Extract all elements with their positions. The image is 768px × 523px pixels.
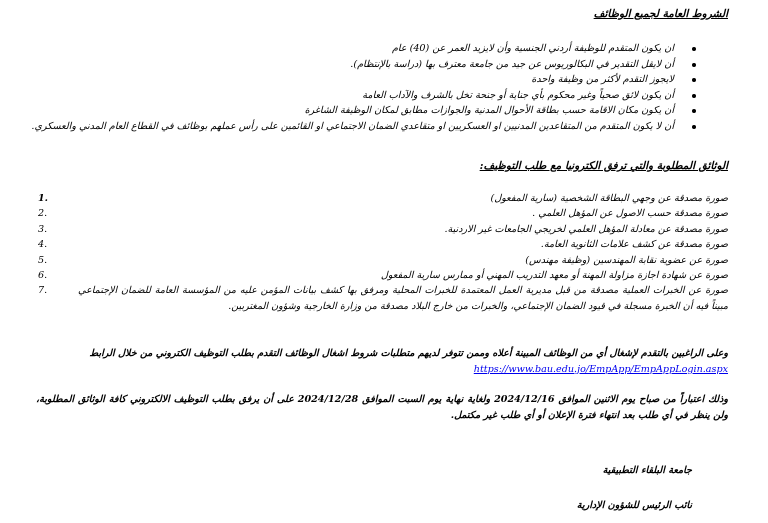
list-item: أن يكون لائق صحياً وغير محكوم بأي جناية أو جنحة تخل بالشرف والآداب العامة (56, 88, 696, 104)
general-conditions-list (31, 41, 696, 135)
list-item (38, 253, 728, 268)
item-text: صورة عن شهادة اجازة مزاولة المهنة أو معهد التدريب المهني أو ممارس سارية المفعول (380, 270, 728, 282)
list-item (38, 283, 728, 314)
item-text: صورة مصدقة عن كشف علامات الثانوية العامة. (540, 239, 728, 251)
item-number: 3. (38, 223, 48, 235)
list-item: ان يكون المتقدم للوظيفة أردني الجنسية وأن لايزيد العمر عن (40) عام (56, 41, 696, 57)
item-number: 1. (38, 193, 49, 204)
application-link[interactable]: https://www.bau.edu.jo/EmpApp/EmpAppLogin.aspx (473, 363, 728, 375)
list-item (38, 237, 728, 252)
general-conditions-title: الشروط العامة لجميع الوظائف (593, 8, 728, 20)
list-item: أن لا يكون المتقدم من المتقاعدين المدنيين او العسكريين او متقاعدي الضمان الاجتماعي او القائمين على رأس عملهم بوظائف في القطاع العام المدني والعسكري. (56, 119, 696, 135)
signature-organization: جامعة البلقاء التطبيقية (602, 465, 692, 476)
item-number: 7. (38, 285, 48, 297)
list-item: أن يكون مكان الاقامة حسب بطاقة الأحوال المدنية والجوازات مطابق لمكان الوظيفة الشاغرة (56, 103, 696, 119)
required-documents-list (38, 191, 728, 314)
item-text: صورة مصدقة عن معادلة المؤهل العلمي لخريجي الجامعات غير الاردنية. (444, 223, 728, 235)
list-item: أن لايقل التقدير في البكالوريوس عن جيد من جامعة معترف بها (دراسة بالإنتظام). (56, 57, 696, 73)
apply-note-text: وعلى الراغبين بالتقدم لإشغال أي من الوظائف المبينة أعلاه وممن تتوفر لديهم متطلبات شروط اشغال الوظائف التقدم بطلب التوظيف الكتروني من خلال الرابط (89, 348, 728, 359)
item-number: 2. (38, 208, 48, 220)
deadline-note: وذلك اعتباراً من صباح يوم الاثنين الموافق 2024/12/16 ولغاية نهاية يوم السبت الموافق 2024/12/28 على أن يرفق بطلب التوظيف الالكتروني كافة الوثائق المطلوبة، ولن ينظر في أي طلب بعد انتهاء فترة الإعلان أو أي طلب غير مكتمل. (36, 394, 728, 421)
list-item: لايجوز التقدم لأكثر من وظيفة واحدة (56, 72, 696, 88)
required-documents-title: الوثائق المطلوبة والتي ترفق الكترونيا مع طلب التوظيف: (479, 160, 728, 172)
item-text: صورة مصدقة عن وجهي البطاقة الشخصية (سارية المفعول) (490, 193, 728, 204)
item-text: صورة عن الخبرات العملية مصدقة من قبل مديرية العمل المعتمدة للخبرات المحلية ومرفق بها كشف بيانات المؤمن عليه من المؤسسة العامة للضمان الإجتماعي مبيناً فيه أن الخبرة مسجلة في قيود الضمان الإجتماعي، والخبرات من خارج البلاد مصدقة من وزارة الخارجية وشؤون المغتربين. (78, 285, 728, 312)
list-item (38, 206, 728, 221)
signature-role: نائب الرئيس للشؤون الإدارية (576, 500, 692, 511)
item-number: 4. (38, 239, 48, 251)
apply-note (36, 346, 728, 377)
list-item (38, 268, 728, 283)
item-text: صورة عن عضوية نقابة المهندسين (وظيفة مهندس) (525, 254, 728, 266)
item-number: 6. (38, 270, 48, 282)
list-item (38, 191, 728, 206)
list-item (38, 222, 728, 237)
item-number: 5. (38, 254, 48, 266)
item-text: صورة مصدقة حسب الاصول عن المؤهل العلمي . (532, 208, 728, 220)
